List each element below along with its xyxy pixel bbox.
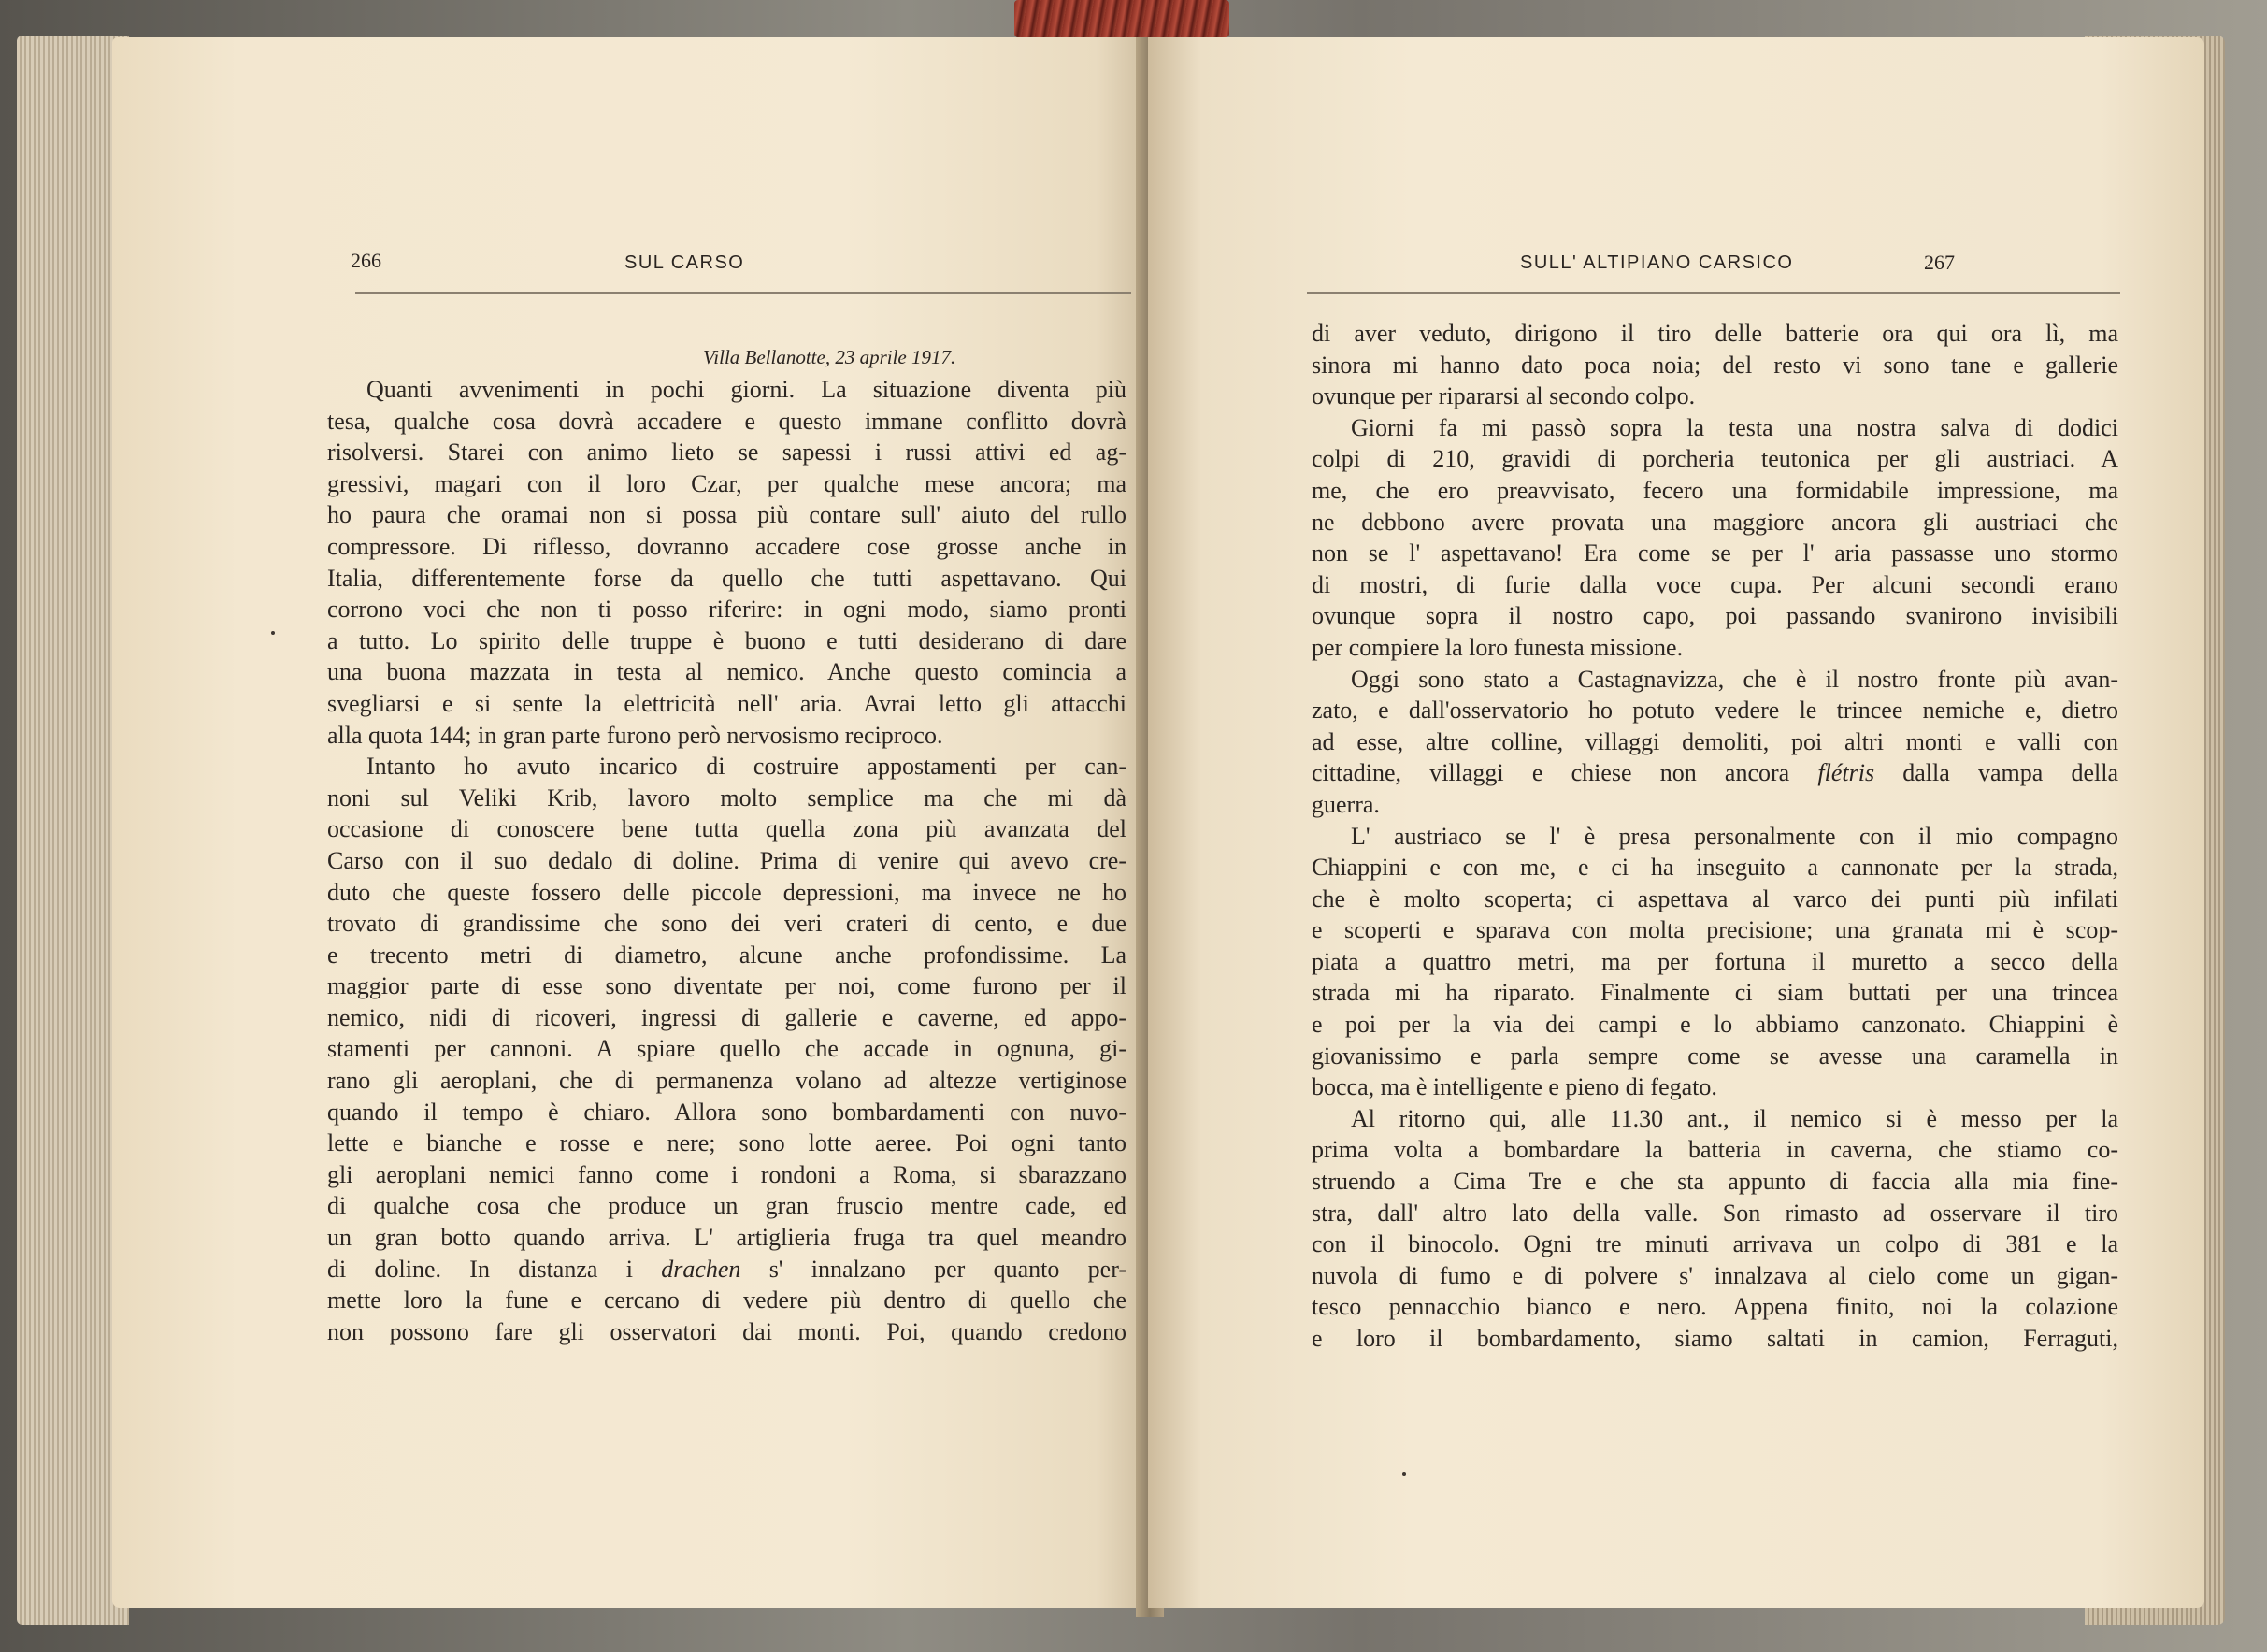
text-line: Giorni fa mi passò sopra la testa una nostra salva di dodici xyxy=(1351,413,2118,441)
ribbon-bookmark xyxy=(1014,0,1229,37)
text-line: e trecento metri di diametro, alcune anche profondissime. La xyxy=(327,941,1126,969)
text-line: prima volta a bombardare la batteria in caverna, che stiamo co- xyxy=(1312,1136,2118,1164)
text-line: ad esse, altre colline, villaggi demoliti, poi altri monti e valli con xyxy=(1312,727,2118,755)
left-page-body xyxy=(327,374,1126,1347)
text-line: alla quota 144; in gran parte furono però nervosismo reciproco. xyxy=(327,721,943,749)
text-line: bocca, ma è intelligente e pieno di fegato. xyxy=(1312,1073,1717,1101)
text-line: guerra. xyxy=(1312,790,1380,818)
text-line: trovato di grandissime che sono dei veri crateri di cento, e due xyxy=(327,910,1126,938)
text-line: di doline. In distanza i drachen s' innalzano per quanto per- xyxy=(327,1255,1126,1283)
text-line: struendo a Cima Tre e che sta appunto di faccia alla mia fine- xyxy=(1312,1168,2118,1196)
text-line: noni sul Veliki Krib, lavoro molto semplice ma che mi dà xyxy=(327,783,1126,812)
dateline: Villa Bellanotte, 23 aprile 1917. xyxy=(703,346,956,368)
text-line: un gran botto quando arriva. L' artiglieria fruga tra quel meandro xyxy=(327,1224,1126,1252)
text-line: nuvola di fumo e di polvere s' innalzava al cielo come un gigan- xyxy=(1312,1261,2118,1289)
text-line: tesco pennacchio bianco e nero. Appena finito, noi la colazione xyxy=(1312,1293,2118,1321)
header-rule-left xyxy=(355,292,1131,294)
text-line: tesa, qualche cosa dovrà accadere e questo immane conflitto dovrà xyxy=(327,407,1126,435)
text-line: Quanti avvenimenti in pochi giorni. La situazione diventa più xyxy=(366,376,1126,403)
text-line: di mostri, di furie dalla voce cupa. Per alcuni secondi erano xyxy=(1312,570,2118,598)
text-line: nemico, nidi di ricoveri, ingressi di gallerie e caverne, ed appo- xyxy=(327,1003,1126,1031)
text-line: mette loro la fune e cercano di vedere più dentro di quello che xyxy=(327,1286,1126,1314)
text-line: Italia, differentemente forse da quello che tutti aspettavano. Qui xyxy=(327,564,1126,592)
text-line: ho paura che oramai non si possa più contare sull' aiuto del rullo xyxy=(327,501,1126,529)
text-line: Intanto ho avuto incarico di costruire appostamenti per can- xyxy=(366,753,1126,781)
text-line: occasione di conoscere bene tutta quella zona più avanzata del xyxy=(327,815,1126,843)
page-speck xyxy=(271,631,275,635)
text-line: me, che ero preavvisato, fecero una formidabile impressione, ma xyxy=(1312,476,2118,504)
text-line: maggior parte di esse sono diventate per noi, come furono per il xyxy=(327,972,1126,1000)
text-line: Oggi sono stato a Castagnavizza, che è il nostro fronte più avan- xyxy=(1351,665,2118,693)
text-line: Al ritorno qui, alle 11.30 ant., il nemico si è messo per la xyxy=(1351,1104,2118,1132)
text-line: e scoperti e sparava con molta precisione; una granata mi è scop- xyxy=(1312,916,2118,944)
running-head-right: SULL' ALTIPIANO CARSICO xyxy=(1520,252,1794,273)
text-line: Chiappini e con me, e ci ha inseguito a cannonate per la strada, xyxy=(1312,854,2118,882)
text-line: lette e bianche e rosse e nere; sono lotte aeree. Poi ogni tanto xyxy=(327,1129,1126,1157)
text-line: una buona mazzata in testa al nemico. Anche questo comincia a xyxy=(327,658,1126,686)
text-line: risolversi. Starei con animo lieto se sapessi i russi attivi ed ag- xyxy=(327,438,1126,467)
text-line: corrono voci che non ti posso riferire: in ogni modo, siamo pronti xyxy=(327,596,1126,624)
text-line: di qualche cosa che produce un gran fruscio mentre cade, ed xyxy=(327,1192,1126,1220)
text-line: cittadine, villaggi e chiese non ancora flétris dalla vampa della xyxy=(1312,759,2118,787)
text-line: con il binocolo. Ogni tre minuti arrivava un colpo di 381 e la xyxy=(1312,1230,2118,1258)
running-head-left: SUL CARSO xyxy=(624,252,745,273)
text-line: Carso con il suo dedalo di doline. Prima di venire qui avevo cre- xyxy=(327,846,1126,874)
text-line: gressivi, magari con il loro Czar, per qualche mese ancora; ma xyxy=(327,469,1126,497)
left-page xyxy=(112,37,1159,1608)
page-speck xyxy=(1402,1472,1406,1476)
text-line: rano gli aeroplani, che di permanenza volano ad altezze vertiginose xyxy=(327,1067,1126,1095)
text-line: e loro il bombardamento, siamo saltati in camion, Ferraguti, xyxy=(1312,1325,2118,1352)
text-line: per compiere la loro funesta missione. xyxy=(1312,633,1684,661)
text-line: stamenti per cannoni. A spiare quello che accade in ognuna, gi- xyxy=(327,1035,1126,1063)
text-line: e poi per la via dei campi e lo abbiamo canzonato. Chiappini è xyxy=(1312,1011,2118,1039)
text-line: giovanissimo e parla sempre come se avesse una caramella in xyxy=(1312,1041,2118,1070)
text-line: di aver veduto, dirigono il tiro delle batterie ora qui ora lì, ma xyxy=(1312,320,2118,347)
text-line: strada mi ha riparato. Finalmente ci siam buttati per una trincea xyxy=(1312,979,2118,1007)
text-line: ovunque sopra il nostro capo, poi passando svanirono invisibili xyxy=(1312,602,2118,630)
text-line: svegliarsi e si sente la elettricità nell' aria. Avrai letto gli attacchi xyxy=(327,689,1126,717)
text-line: piata a quattro metri, ma per fortuna il muretto a secco della xyxy=(1312,947,2118,975)
text-line: non se l' aspettavano! Era come se per l' aria passasse uno stormo xyxy=(1312,539,2118,567)
text-line: ovunque per ripararsi al secondo colpo. xyxy=(1312,382,1696,410)
page-number-left: 266 xyxy=(351,249,381,272)
text-line: compressore. Di riflesso, dovranno accadere cose grosse anche in xyxy=(327,532,1126,560)
text-line: L' austriaco se l' è presa personalmente con il mio compagno xyxy=(1351,822,2118,850)
header-rule-right xyxy=(1307,292,2120,294)
text-line: quando il tempo è chiaro. Allora sono bombardamenti con nuvo- xyxy=(327,1098,1126,1126)
text-line: zato, e dall'osservatorio ho potuto vedere le trincee nemiche e, dietro xyxy=(1312,697,2118,725)
text-line: duto che queste fossero delle piccole depressioni, ma invece ne ho xyxy=(327,878,1126,906)
text-line: non possono fare gli osservatori dai monti. Poi, quando credono xyxy=(327,1317,1126,1345)
right-page-body xyxy=(1312,318,2118,1355)
page-number-right: 267 xyxy=(1924,251,1955,274)
text-line: gli aeroplani nemici fanno come i rondoni a Roma, si sbarazzano xyxy=(327,1160,1126,1188)
text-line: che è molto scoperta; ci aspettava al varco dei punti più infilati xyxy=(1312,884,2118,912)
text-line: stra, dall' altro lato della valle. Son rimasto ad osservare il tiro xyxy=(1312,1199,2118,1227)
right-page xyxy=(1148,37,2204,1608)
text-line: sinora mi hanno dato poca noia; del resto vi sono tane e gallerie xyxy=(1312,351,2118,379)
text-line: a tutto. Lo spirito delle truppe è buono e tutti desiderano di dare xyxy=(327,626,1126,654)
text-line: colpi di 210, gravidi di porcheria teutonica per gli austriaci. A xyxy=(1312,445,2118,473)
text-line: ne debbono avere provata una maggiore ancora gli austriaci che xyxy=(1312,508,2118,536)
